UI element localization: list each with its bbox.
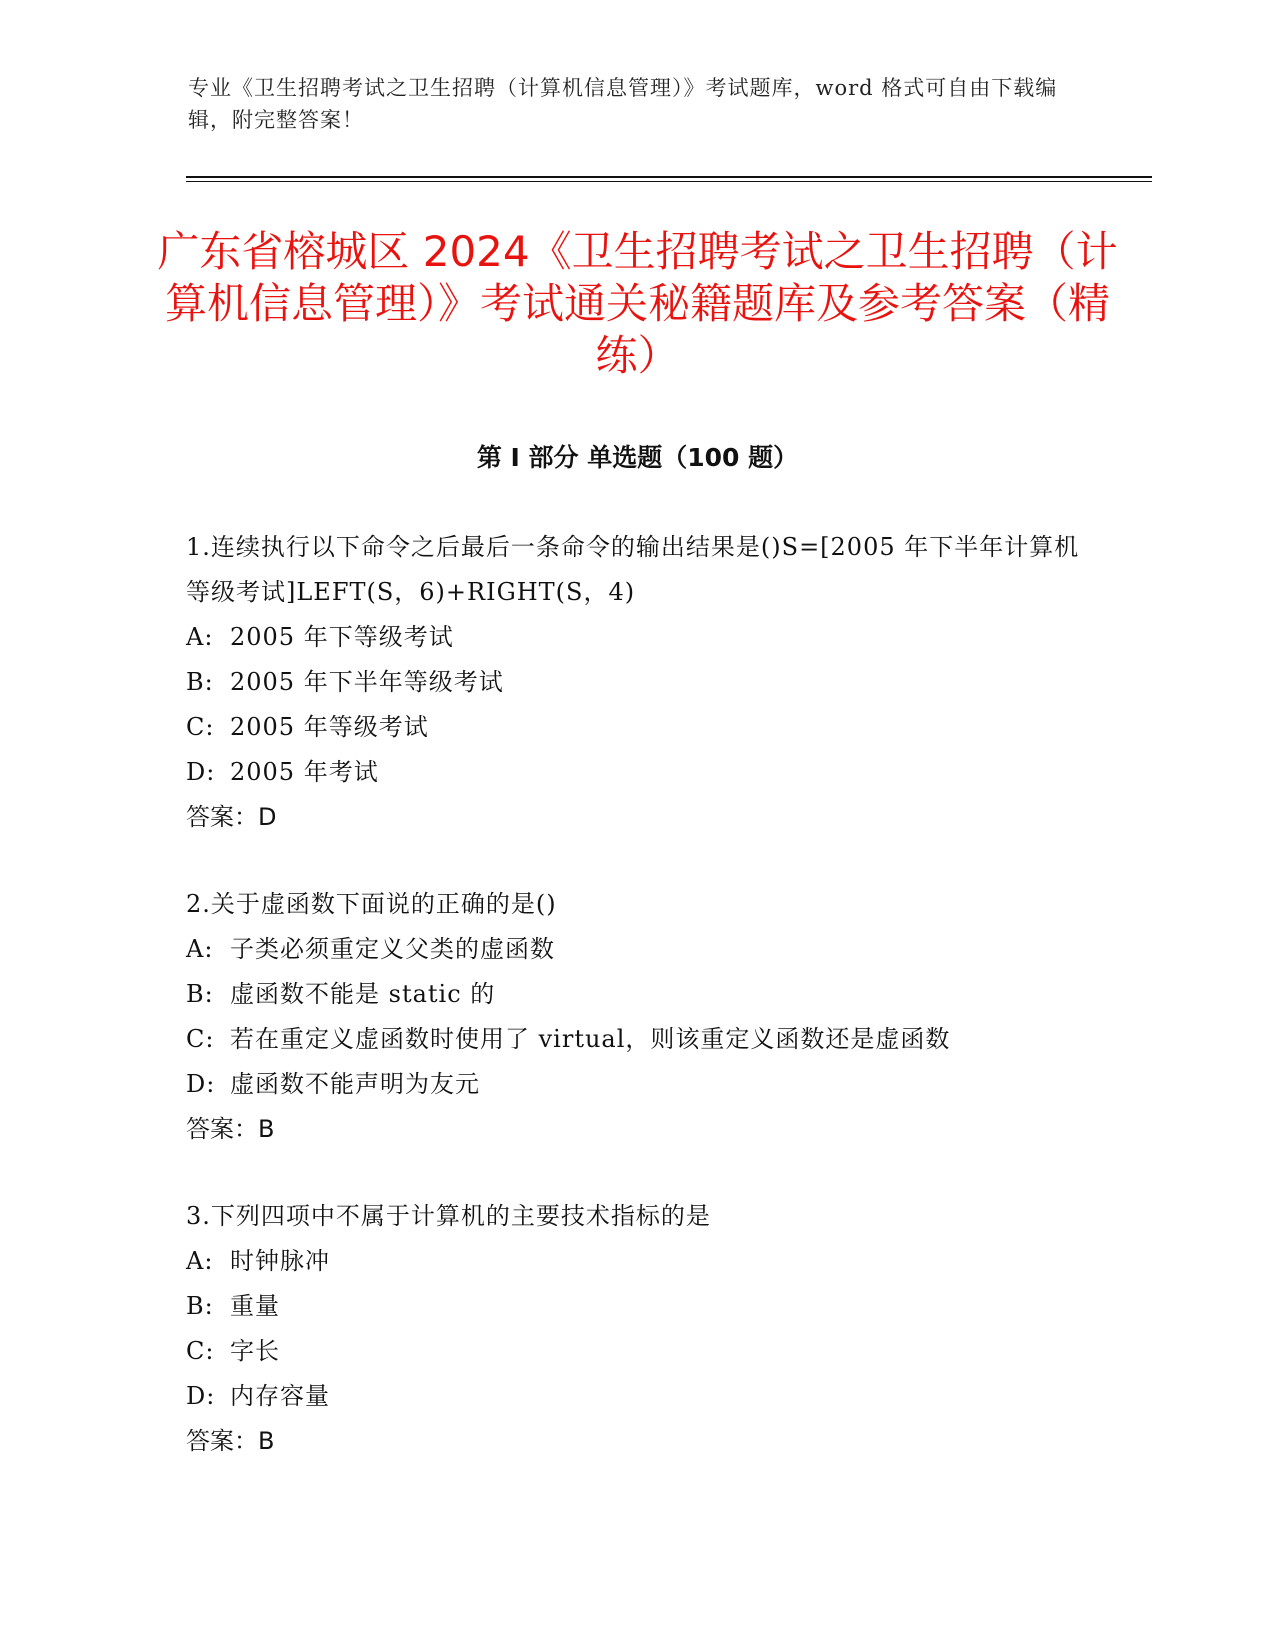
option-text: 虚函数不能是 static 的 xyxy=(230,980,496,1008)
option-a xyxy=(186,927,1086,972)
document-title: 广东省榕城区 2024《卫生招聘考试之卫生招聘（计算机信息管理）》考试通关秘籍题库及参考答案（精练） xyxy=(157,227,1118,380)
question-stem: 2.关于虚函数下面说的正确的是() xyxy=(186,890,557,918)
option-b xyxy=(186,1284,1086,1329)
option-letter: B: xyxy=(186,980,214,1008)
header-rule-thin xyxy=(186,181,1152,182)
option-letter: C: xyxy=(186,713,215,741)
answer-value: D xyxy=(258,803,277,831)
option-letter: A: xyxy=(186,623,214,651)
option-text: 2005 年考试 xyxy=(230,758,379,786)
option-a xyxy=(186,615,1086,660)
option-letter: B: xyxy=(186,668,214,696)
option-letter: D: xyxy=(186,1382,216,1410)
header-note: 专业《卫生招聘考试之卫生招聘（计算机信息管理）》考试题库，word 格式可自由下载编辑，附完整答案！ xyxy=(188,76,1058,132)
answer xyxy=(186,1419,1086,1464)
answer-value: B xyxy=(258,1427,275,1455)
option-text: 子类必须重定义父类的虚函数 xyxy=(230,935,555,963)
option-letter: C: xyxy=(186,1337,215,1365)
answer xyxy=(186,795,1086,840)
option-letter: A: xyxy=(186,935,214,963)
option-text: 2005 年下等级考试 xyxy=(230,623,454,651)
option-text: 2005 年下半年等级考试 xyxy=(230,668,504,696)
option-c xyxy=(186,1017,1086,1062)
option-b xyxy=(186,660,1086,705)
option-c xyxy=(186,705,1086,750)
option-d xyxy=(186,750,1086,795)
option-a xyxy=(186,1239,1086,1284)
header-rule-thick xyxy=(186,176,1152,178)
answer-label: 答案： xyxy=(186,803,258,831)
option-b xyxy=(186,972,1086,1017)
question-stem: 3.下列四项中不属于计算机的主要技术指标的是 xyxy=(186,1202,711,1230)
option-d xyxy=(186,1062,1086,1107)
answer-label: 答案： xyxy=(186,1115,258,1143)
option-text: 2005 年等级考试 xyxy=(230,713,429,741)
option-letter: B: xyxy=(186,1292,214,1320)
option-d xyxy=(186,1374,1086,1419)
option-text: 重量 xyxy=(230,1292,280,1320)
question-stem: 1.连续执行以下命令之后最后一条命令的输出结果是()S=[2005 年下半年计算机等级考试]LEFT(S，6)+RIGHT(S，4) xyxy=(186,533,1080,606)
option-c xyxy=(186,1329,1086,1374)
option-letter: D: xyxy=(186,1070,216,1098)
option-text: 字长 xyxy=(230,1337,280,1365)
option-text: 内存容量 xyxy=(230,1382,330,1410)
question-2 xyxy=(186,882,1086,1152)
answer-value: B xyxy=(258,1115,275,1143)
option-text: 若在重定义虚函数时使用了 virtual，则该重定义函数还是虚函数 xyxy=(230,1025,951,1053)
option-text: 虚函数不能声明为友元 xyxy=(230,1070,480,1098)
question-3 xyxy=(186,1194,1086,1464)
question-list xyxy=(186,525,1086,1506)
option-letter: A: xyxy=(186,1247,214,1275)
option-letter: D: xyxy=(186,758,216,786)
section-heading: 第 I 部分 单选题（100 题） xyxy=(476,443,799,472)
answer-label: 答案： xyxy=(186,1427,258,1455)
answer xyxy=(186,1107,1086,1152)
question-1 xyxy=(186,525,1086,840)
option-text: 时钟脉冲 xyxy=(230,1247,330,1275)
option-letter: C: xyxy=(186,1025,215,1053)
